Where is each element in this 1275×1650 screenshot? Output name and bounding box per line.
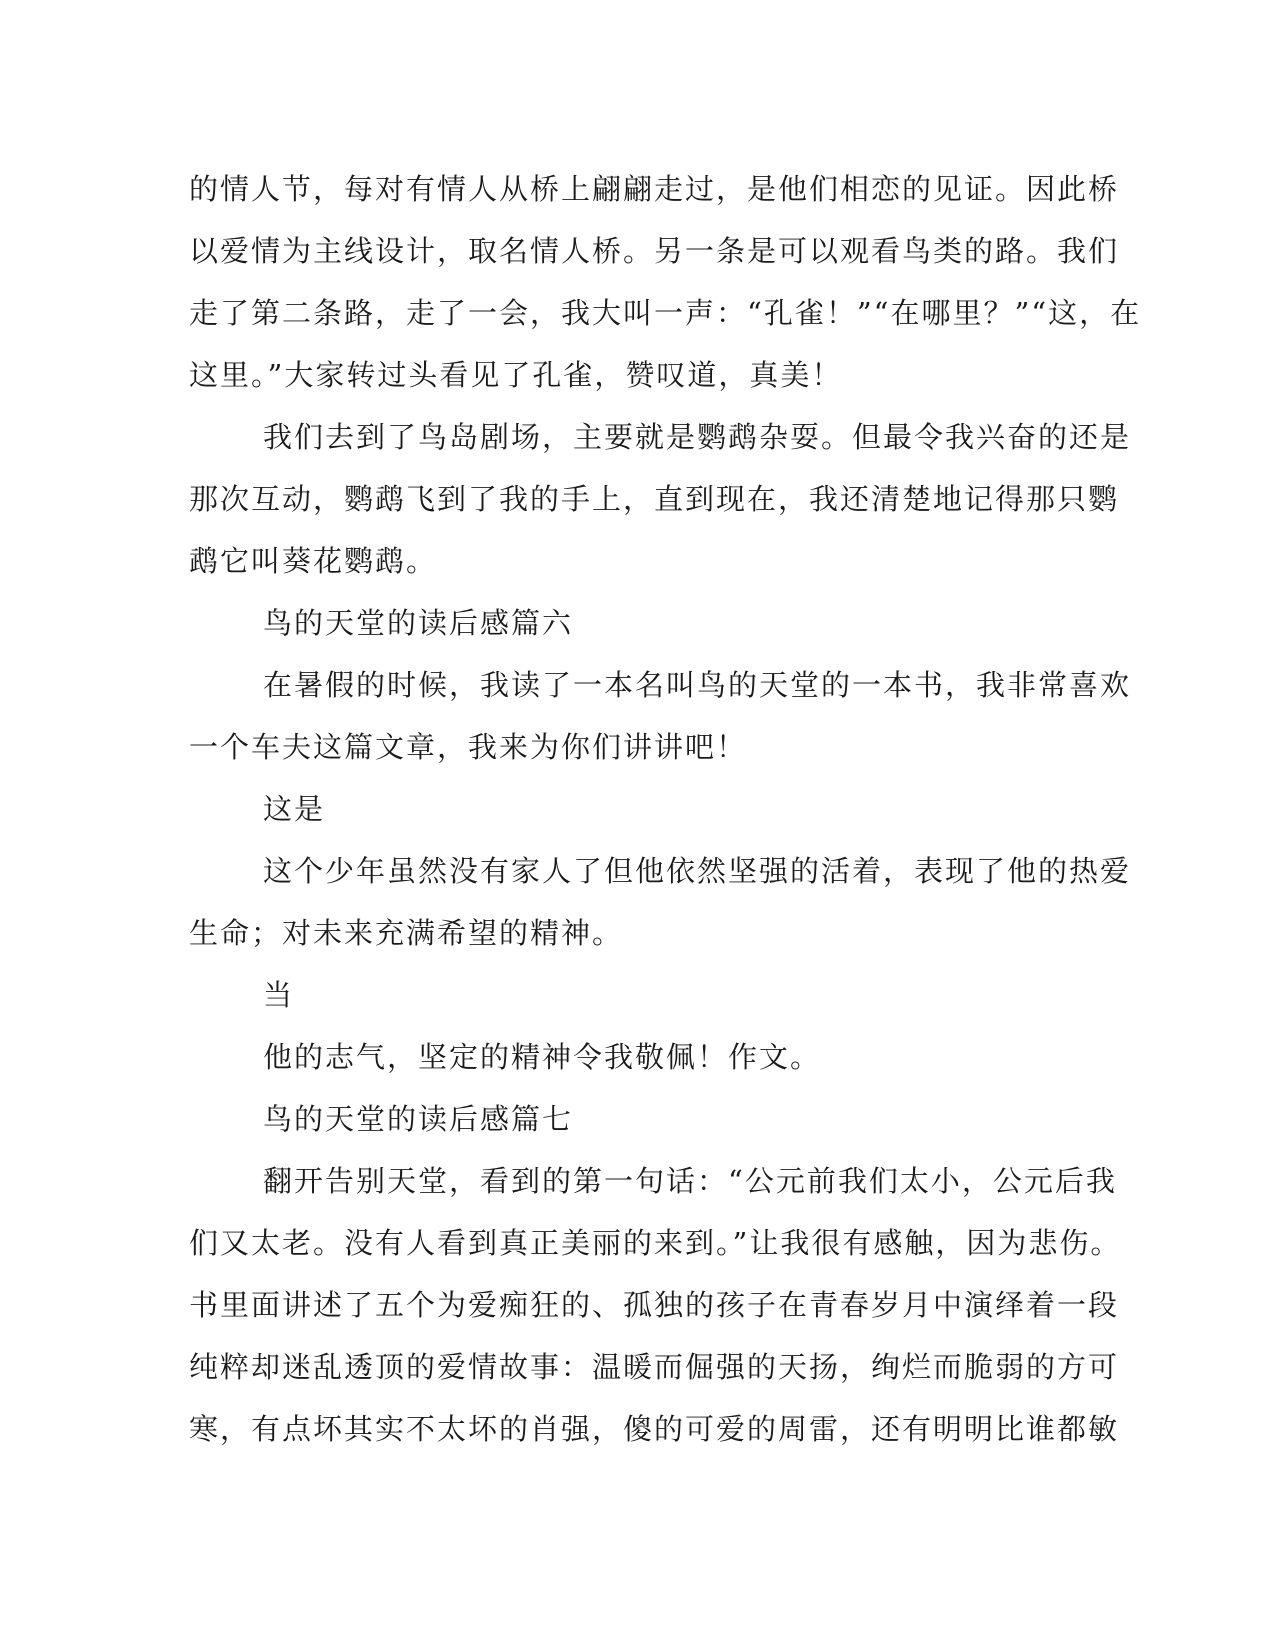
text-line: 的情人节，每对有情人从桥上翩翩走过，是他们相恋的见证。因此桥 (189, 172, 1120, 206)
text-line: 以爱情为主线设计，取名情人桥。另一条是可以观看鸟类的路。我们 (189, 234, 1120, 268)
text-line: 一个车夫这篇文章，我来为你们讲讲吧！ (189, 730, 748, 764)
text-line: 寒，有点坏其实不太坏的肖强，傻的可爱的周雷，还有明明比谁都敏 (189, 1412, 1120, 1446)
text-line: 生命；对未来充满希望的精神。 (189, 916, 624, 950)
document-body (189, 158, 1142, 1460)
text-line: 鸟的天堂的读后感篇六 (263, 606, 574, 640)
text-line: 那次互动，鹦鹉飞到了我的手上，直到现在，我还清楚地记得那只鹦 (189, 482, 1120, 516)
text-line: 这是 (263, 792, 326, 826)
text-line: 纯粹却迷乱透顶的爱情故事：温暖而倔强的天扬，绚烂而脆弱的方可 (189, 1350, 1120, 1384)
text-line: 鹉它叫葵花鹦鹉。 (189, 544, 438, 578)
text-line: 们又太老。没有人看到真正美丽的来到。”让我很有感触，因为悲伤。 (189, 1226, 1122, 1260)
text-line: 走了第二条路，走了一会，我大叫一声：“孔雀！”“在哪里？”“这，在 (189, 296, 1142, 330)
text-line: 书里面讲述了五个为爱痴狂的、孤独的孩子在青春岁月中演绎着一段 (189, 1288, 1120, 1322)
text-line: 这里。”大家转过头看见了孔雀，赞叹道，真美！ (189, 358, 843, 392)
text-line: 他的志气，坚定的精神令我敬佩！作文。 (263, 1040, 822, 1074)
text-line: 在暑假的时候，我读了一本名叫鸟的天堂的一本书，我非常喜欢 (263, 668, 1132, 702)
text-line: 当 (263, 978, 295, 1012)
text-line: 鸟的天堂的读后感篇七 (263, 1102, 574, 1136)
text-line: 我们去到了鸟岛剧场，主要就是鹦鹉杂耍。但最令我兴奋的还是 (263, 420, 1132, 454)
text-line: 这个少年虽然没有家人了但他依然坚强的活着，表现了他的热爱 (263, 854, 1132, 888)
text-line: 翻开告别天堂，看到的第一句话：“公元前我们太小，公元后我 (263, 1164, 1117, 1198)
